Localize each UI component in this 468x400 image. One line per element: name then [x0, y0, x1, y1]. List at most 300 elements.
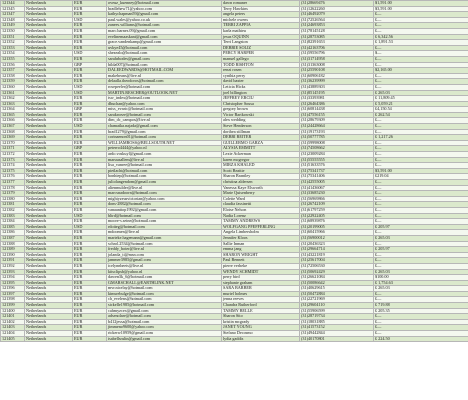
phone-cell[interactable]: (31)36239999	[300, 79, 374, 85]
phone-cell[interactable]: (31)75341737	[300, 168, 374, 174]
country-cell[interactable]: Netherlands	[25, 129, 73, 135]
name-cell[interactable]: cynthia perry	[222, 73, 300, 79]
id-cell[interactable]: 121395	[1, 280, 25, 286]
currency-cell[interactable]: EUR	[73, 185, 107, 191]
amount-cell[interactable]: £—	[374, 23, 468, 29]
country-cell[interactable]: Netherlands	[25, 230, 73, 236]
currency-cell[interactable]: GBP	[73, 107, 107, 113]
name-cell[interactable]: manuel gallego	[222, 56, 300, 62]
id-cell[interactable]: 121385	[1, 224, 25, 230]
phone-cell[interactable]: (31)33685230	[300, 191, 374, 197]
name-cell[interactable]: alex wedding	[222, 118, 300, 124]
name-cell[interactable]: joel billington	[222, 90, 300, 96]
email-cell[interactable]: ardo.voskuyl@gmail.com	[107, 152, 222, 158]
email-cell[interactable]: sarahrhodes@gmail.com	[107, 56, 222, 62]
email-cell[interactable]: bilda007@hotmail.com	[107, 62, 222, 68]
name-cell[interactable]: jesus OQUINN	[222, 34, 300, 40]
amount-cell[interactable]: £—	[374, 180, 468, 186]
name-cell[interactable]: dawn romaner	[222, 1, 300, 7]
name-cell[interactable]: karla mathieu	[222, 28, 300, 34]
id-cell[interactable]: 121383	[1, 213, 25, 219]
currency-cell[interactable]: EUR	[73, 286, 107, 292]
id-cell[interactable]: 121379	[1, 191, 25, 197]
id-cell[interactable]: 121369	[1, 135, 25, 141]
amount-cell[interactable]: £ 265.03	[374, 235, 468, 241]
id-cell[interactable]: 121405	[1, 336, 25, 342]
amount-cell[interactable]: $—	[374, 51, 468, 57]
currency-cell[interactable]: EUR	[73, 241, 107, 247]
id-cell[interactable]: 121378	[1, 185, 25, 191]
name-cell[interactable]: renzi rosen	[222, 68, 300, 74]
currency-cell[interactable]: EUR	[73, 96, 107, 102]
email-cell[interactable]: marieke.hagemann@gmail.com	[107, 235, 222, 241]
email-cell[interactable]: marcsnadoorn@hotmail.com	[107, 191, 222, 197]
id-cell[interactable]: 121377	[1, 180, 25, 186]
name-cell[interactable]: emma jang	[222, 247, 300, 253]
name-cell[interactable]: lydia gaddis	[222, 336, 300, 342]
country-cell[interactable]: Netherlands	[25, 219, 73, 225]
currency-cell[interactable]: EUR	[73, 6, 107, 12]
phone-cell[interactable]: (31)60814438	[300, 107, 374, 113]
email-cell[interactable]: sickelle1985@hotmail.com	[107, 303, 222, 309]
name-cell[interactable]: Scott Beattie	[222, 168, 300, 174]
currency-cell[interactable]: EUR	[73, 325, 107, 331]
currency-cell[interactable]: USD	[73, 213, 107, 219]
name-cell[interactable]: TODD RISHTON	[222, 62, 300, 68]
amount-cell[interactable]: £—	[374, 297, 468, 303]
currency-cell[interactable]: EUR	[73, 101, 107, 107]
id-cell[interactable]: 121403	[1, 325, 25, 331]
phone-cell[interactable]: (31)42555005	[300, 180, 374, 186]
amount-cell[interactable]: £—	[374, 118, 468, 124]
amount-cell[interactable]: £—	[374, 56, 468, 62]
currency-cell[interactable]: EUR	[73, 196, 107, 202]
country-cell[interactable]: Netherlands	[25, 314, 73, 320]
amount-cell[interactable]: £ 1,754.63	[374, 280, 468, 286]
id-cell[interactable]: 121359	[1, 79, 25, 85]
name-cell[interactable]: Nadia Lorenz	[222, 213, 300, 219]
country-cell[interactable]: Netherlands	[25, 247, 73, 253]
name-cell[interactable]: JANET YOUNG	[222, 325, 300, 331]
id-cell[interactable]: 121360	[1, 84, 25, 90]
email-cell[interactable]: isabellsrulin@gmail.com	[107, 336, 222, 342]
name-cell[interactable]: TERRI ZAPPIA	[222, 23, 300, 29]
amount-cell[interactable]: £—	[374, 62, 468, 68]
country-cell[interactable]: Netherlands	[25, 163, 73, 169]
phone-cell[interactable]: (31)20199005	[300, 224, 374, 230]
currency-cell[interactable]: EUR	[73, 303, 107, 309]
currency-cell[interactable]: EUR	[73, 112, 107, 118]
id-cell[interactable]: 121391	[1, 258, 25, 264]
email-cell[interactable]: bradlehew71@yahoo.com	[107, 6, 222, 12]
email-cell[interactable]: kathychapman59@gmail.com	[107, 12, 222, 18]
id-cell[interactable]: 121375	[1, 168, 25, 174]
id-cell[interactable]: 121386	[1, 230, 25, 236]
amount-cell[interactable]: £—	[374, 196, 468, 202]
currency-cell[interactable]: EUR	[73, 180, 107, 186]
email-cell[interactable]: mvr.nicelay@hotmail.com	[107, 286, 222, 292]
country-cell[interactable]: Netherlands	[25, 34, 73, 40]
id-cell[interactable]: 121376	[1, 174, 25, 180]
email-cell[interactable]: mightyzeusvictorian@yahoo.com	[107, 196, 222, 202]
phone-cell[interactable]: (31)40629615	[300, 286, 374, 292]
phone-cell[interactable]: (31)26742109	[300, 202, 374, 208]
name-cell[interactable]: Paul Bennett	[222, 258, 300, 264]
email-cell[interactable]: corinaenon01@hotmail.com	[107, 135, 222, 141]
phone-cell[interactable]: (31)23009284	[300, 152, 374, 158]
amount-cell[interactable]: £—	[374, 202, 468, 208]
currency-cell[interactable]: EUR	[73, 269, 107, 275]
phone-cell[interactable]: (31)68939876	[300, 219, 374, 225]
amount-cell[interactable]: £—	[374, 331, 468, 337]
id-cell[interactable]: 121371	[1, 146, 25, 152]
currency-cell[interactable]: EUR	[73, 263, 107, 269]
name-cell[interactable]: Victor Bartkowski	[222, 112, 300, 118]
name-cell[interactable]: kristin mcgrady	[222, 319, 300, 325]
id-cell[interactable]: 121380	[1, 196, 25, 202]
currency-cell[interactable]: GBP	[73, 146, 107, 152]
amount-cell[interactable]: £ 205.97	[374, 224, 468, 230]
id-cell[interactable]: 121358	[1, 73, 25, 79]
amount-cell[interactable]: £—	[374, 17, 468, 23]
amount-cell[interactable]: £—	[374, 73, 468, 79]
email-cell[interactable]: icelynnbeets@live.nl	[107, 263, 222, 269]
currency-cell[interactable]: USD	[73, 17, 107, 23]
name-cell[interactable]: Terry Hawkins	[222, 6, 300, 12]
currency-cell[interactable]: EUR	[73, 247, 107, 253]
id-cell[interactable]: 121368	[1, 129, 25, 135]
email-cell[interactable]: paul.wales@yahoo.co.uk	[107, 17, 222, 23]
amount-cell[interactable]: £—	[374, 252, 468, 258]
currency-cell[interactable]: EUR	[73, 275, 107, 281]
name-cell[interactable]: Eloise Nelson	[222, 207, 300, 213]
amount-cell[interactable]: £—	[374, 84, 468, 90]
name-cell[interactable]: WENDY SCHMIDT	[222, 269, 300, 275]
amount-cell[interactable]: £ 5,059.21	[374, 101, 468, 107]
name-cell[interactable]: PERCY HARPER	[222, 51, 300, 57]
country-cell[interactable]: Netherlands	[25, 56, 73, 62]
email-cell[interactable]: WILLIAMROSS@BELLSOUTH.NET	[107, 140, 222, 146]
name-cell[interactable]: Marie Quisenberry	[222, 191, 300, 197]
phone-cell[interactable]: (31)74508662	[300, 146, 374, 152]
email-cell[interactable]: moore-s.seine@hotmail.com	[107, 219, 222, 225]
currency-cell[interactable]: EUR	[73, 297, 107, 303]
id-cell[interactable]: 121372	[1, 152, 25, 158]
currency-cell[interactable]: EUR	[73, 252, 107, 258]
country-cell[interactable]: Netherlands	[25, 202, 73, 208]
id-cell[interactable]: 121363	[1, 101, 25, 107]
amount-cell[interactable]: £—	[374, 241, 468, 247]
country-cell[interactable]: Netherlands	[25, 286, 73, 292]
country-cell[interactable]: Netherlands	[25, 79, 73, 85]
phone-cell[interactable]: (31)56969866	[300, 196, 374, 202]
phone-cell[interactable]: (31)55555555	[300, 157, 374, 163]
country-cell[interactable]: Netherlands	[25, 263, 73, 269]
name-cell[interactable]: Leticia Hicks	[222, 84, 300, 90]
id-cell[interactable]: 121381	[1, 202, 25, 208]
amount-cell[interactable]: $3,591.00	[374, 6, 468, 12]
id-cell[interactable]: 121357	[1, 68, 25, 74]
country-cell[interactable]: Netherlands	[25, 135, 73, 141]
id-cell[interactable]: 121394	[1, 275, 25, 281]
amount-cell[interactable]: £ 11,809.45	[374, 96, 468, 102]
phone-cell[interactable]: (31)25590108	[300, 68, 374, 74]
currency-cell[interactable]: USD	[73, 51, 107, 57]
phone-cell[interactable]: (31)60906182	[300, 73, 374, 79]
email-cell[interactable]: sarakroeze@hotmail.com	[107, 112, 222, 118]
amount-cell[interactable]: £—	[374, 12, 468, 18]
phone-cell[interactable]: (31)59556796	[300, 51, 374, 57]
id-cell[interactable]: 121351	[1, 34, 25, 40]
currency-cell[interactable]: EUR	[73, 314, 107, 320]
phone-cell[interactable]: (31)19173193	[300, 129, 374, 135]
email-cell[interactable]: delaalla.theodoros@hotmail.com	[107, 79, 222, 85]
id-cell[interactable]: 121352	[1, 40, 25, 46]
email-cell[interactable]: marc.barnes.09@gmail.com	[107, 28, 222, 34]
name-cell[interactable]: TAMMY ANDREWS	[222, 219, 300, 225]
amount-cell[interactable]: £—	[374, 258, 468, 264]
country-cell[interactable]: Netherlands	[25, 196, 73, 202]
amount-cell[interactable]: $2,165.00	[374, 68, 468, 74]
phone-cell[interactable]: (31)25617004	[300, 258, 374, 264]
phone-cell[interactable]: (31)50472884	[300, 291, 374, 297]
name-cell[interactable]: stephanie graham	[222, 280, 300, 286]
amount-cell[interactable]: £—	[374, 219, 468, 225]
currency-cell[interactable]: EUR	[73, 163, 107, 169]
amount-cell[interactable]: £ 265.03	[374, 286, 468, 292]
currency-cell[interactable]: EUR	[73, 207, 107, 213]
phone-cell[interactable]: (31)49442844	[300, 331, 374, 337]
id-cell[interactable]: 121348	[1, 17, 25, 23]
name-cell[interactable]: Sharon Sito	[222, 314, 300, 320]
currency-cell[interactable]: EUR	[73, 157, 107, 163]
phone-cell[interactable]: (31)31363008	[300, 62, 374, 68]
name-cell[interactable]: GUILLERMO GARZA	[222, 140, 300, 146]
currency-cell[interactable]: USD	[73, 124, 107, 130]
country-cell[interactable]: Netherlands	[25, 73, 73, 79]
country-cell[interactable]: Netherlands	[25, 112, 73, 118]
id-cell[interactable]: 121387	[1, 235, 25, 241]
currency-cell[interactable]: EUR	[73, 219, 107, 225]
email-cell[interactable]: pietlacht@hotmail.com	[107, 168, 222, 174]
phone-cell[interactable]: (31)61797259	[300, 207, 374, 213]
table-row[interactable]	[1, 336, 468, 342]
amount-cell[interactable]: $3,591.00	[374, 168, 468, 174]
id-cell[interactable]: 121345	[1, 6, 25, 12]
id-cell[interactable]: 121347	[1, 12, 25, 18]
email-cell[interactable]: adsenolare@hotmail.com	[107, 314, 222, 320]
name-cell[interactable]: Sharon Brantley	[222, 174, 300, 180]
phone-cell[interactable]: (31)22721969	[300, 297, 374, 303]
amount-cell[interactable]: £—	[374, 146, 468, 152]
phone-cell[interactable]: (31)82391653	[300, 40, 374, 46]
amount-cell[interactable]: £—	[374, 45, 468, 51]
amount-cell[interactable]: £—	[374, 291, 468, 297]
phone-cell[interactable]: (31)29604110	[300, 303, 374, 309]
name-cell[interactable]: MIRZA KHALED	[222, 163, 300, 169]
id-cell[interactable]: 121402	[1, 319, 25, 325]
email-cell[interactable]: kimsrebulge@hotmail.com	[107, 291, 222, 297]
country-cell[interactable]: Netherlands	[25, 124, 73, 130]
amount-cell[interactable]: £—	[374, 140, 468, 146]
name-cell[interactable]: Chandra Rutherford	[222, 303, 300, 309]
phone-cell[interactable]: (31)72506530	[300, 263, 374, 269]
id-cell[interactable]: 121397	[1, 291, 25, 297]
currency-cell[interactable]: EUR	[73, 140, 107, 146]
country-cell[interactable]: Netherlands	[25, 68, 73, 74]
amount-cell[interactable]: £ 205.97	[374, 247, 468, 253]
name-cell[interactable]: jenna reeves	[222, 297, 300, 303]
amount-cell[interactable]: £—	[374, 163, 468, 169]
amount-cell[interactable]: £—	[374, 124, 468, 130]
id-cell[interactable]: 121400	[1, 308, 25, 314]
country-cell[interactable]: Netherlands	[25, 17, 73, 23]
country-cell[interactable]: Netherlands	[25, 6, 73, 12]
country-cell[interactable]: Netherlands	[25, 325, 73, 331]
phone-cell[interactable]: (31)18031885	[300, 319, 374, 325]
phone-cell[interactable]: (31)41436067	[300, 185, 374, 191]
country-cell[interactable]: Netherlands	[25, 140, 73, 146]
id-cell[interactable]: 121374	[1, 163, 25, 169]
phone-cell[interactable]: (31)78145128	[300, 28, 374, 34]
amount-cell[interactable]: £4,150.54	[374, 107, 468, 113]
currency-cell[interactable]: EUR	[73, 258, 107, 264]
phone-cell[interactable]: (31)47556155	[300, 112, 374, 118]
name-cell[interactable]: perry bird	[222, 275, 300, 281]
country-cell[interactable]: Netherlands	[25, 84, 73, 90]
id-cell[interactable]: 121393	[1, 269, 25, 275]
name-cell[interactable]: christina aldersen	[222, 180, 300, 186]
email-cell[interactable]: dbuchan@yahoo.com	[107, 101, 222, 107]
country-cell[interactable]: Netherlands	[25, 297, 73, 303]
email-cell[interactable]: DALEEDWARDS@HOTMAIL.COM	[107, 68, 222, 74]
phone-cell[interactable]: (31)59998008	[300, 140, 374, 146]
id-cell[interactable]: 121364	[1, 107, 25, 113]
amount-cell[interactable]: £—	[374, 28, 468, 34]
currency-cell[interactable]: EUR	[73, 191, 107, 197]
country-cell[interactable]: Netherlands	[25, 336, 73, 342]
currency-cell[interactable]: EUR	[73, 174, 107, 180]
name-cell[interactable]: Christopher Sousa	[222, 101, 300, 107]
currency-cell[interactable]: EUR	[73, 28, 107, 34]
name-cell[interactable]: muriel holmes	[222, 291, 300, 297]
id-cell[interactable]: 121366	[1, 118, 25, 124]
phone-cell[interactable]: (31)75341406	[300, 174, 374, 180]
country-cell[interactable]: Netherlands	[25, 241, 73, 247]
id-cell[interactable]: 121392	[1, 263, 25, 269]
currency-cell[interactable]: EUR	[73, 40, 107, 46]
amount-cell[interactable]: $100.00	[374, 275, 468, 281]
currency-cell[interactable]: EUR	[73, 79, 107, 85]
amount-cell[interactable]: £—	[374, 325, 468, 331]
id-cell[interactable]: 121354	[1, 51, 25, 57]
name-cell[interactable]: karen mcgregor	[222, 157, 300, 163]
email-cell[interactable]: miss_evaric@hotmail.com	[107, 107, 222, 113]
email-cell[interactable]: rdoiteg@hotmail.com	[107, 224, 222, 230]
country-cell[interactable]: Netherlands	[25, 157, 73, 163]
email-cell[interactable]: kitsclipsb@yahoo.nl	[107, 269, 222, 275]
country-cell[interactable]: Netherlands	[25, 23, 73, 29]
phone-cell[interactable]: (31)41573152	[300, 325, 374, 331]
phone-cell[interactable]: (31)43221819	[300, 252, 374, 258]
phone-cell[interactable]: (31)51633576	[300, 163, 374, 169]
name-cell[interactable]: Terri Langston	[222, 40, 300, 46]
name-cell[interactable]: pierre verheke	[222, 263, 300, 269]
email-cell[interactable]: uvkye45@hotmail.com	[107, 45, 222, 51]
phone-cell[interactable]: (31)72526564	[300, 17, 374, 23]
country-cell[interactable]: Netherlands	[25, 191, 73, 197]
currency-cell[interactable]: EUR	[73, 308, 107, 314]
phone-cell[interactable]: (31)60415966	[300, 230, 374, 236]
email-cell[interactable]: dawen3k_6@hotmail.com	[107, 275, 222, 281]
email-cell[interactable]: makebeans@live.nl	[107, 73, 222, 79]
currency-cell[interactable]: GBP	[73, 62, 107, 68]
currency-cell[interactable]: EUR	[73, 336, 107, 342]
currency-cell[interactable]: EUR	[73, 34, 107, 40]
email-cell[interactable]: bltrd@hotmail.com	[107, 213, 222, 219]
email-cell[interactable]: jolanda_tt@msn.com	[107, 252, 222, 258]
email-cell[interactable]: schrol.2534@hotmail.com	[107, 241, 222, 247]
phone-cell[interactable]: (31)28719734	[300, 314, 374, 320]
name-cell[interactable]: TAMMY BELLE	[222, 308, 300, 314]
amount-cell[interactable]: £—	[374, 152, 468, 158]
country-cell[interactable]: Netherlands	[25, 12, 73, 18]
amount-cell[interactable]: £219.04	[374, 174, 468, 180]
country-cell[interactable]: Netherlands	[25, 224, 73, 230]
country-cell[interactable]: Netherlands	[25, 235, 73, 241]
country-cell[interactable]: Netherlands	[25, 174, 73, 180]
id-cell[interactable]: 121349	[1, 23, 25, 29]
amount-cell[interactable]: £—	[374, 207, 468, 213]
country-cell[interactable]: Netherlands	[25, 101, 73, 107]
country-cell[interactable]: Netherlands	[25, 45, 73, 51]
country-cell[interactable]: Netherlands	[25, 90, 73, 96]
email-cell[interactable]: zanees.williams@hotmail.com	[107, 23, 222, 29]
id-cell[interactable]: 121362	[1, 96, 25, 102]
currency-cell[interactable]: USD	[73, 84, 107, 90]
email-cell[interactable]: dim_dc_campos@live.nl	[107, 118, 222, 124]
country-cell[interactable]: Netherlands	[25, 107, 73, 113]
name-cell[interactable]: angela peters	[222, 12, 300, 18]
phone-cell[interactable]: (31)28669476	[300, 1, 374, 7]
phone-cell[interactable]: (31)46492079	[300, 12, 374, 18]
country-cell[interactable]: Netherlands	[25, 152, 73, 158]
id-cell[interactable]: 121356	[1, 62, 25, 68]
id-cell[interactable]: 121388	[1, 241, 25, 247]
name-cell[interactable]: claudia fassinetti	[222, 202, 300, 208]
email-cell[interactable]: jammer3985@gmail.com	[107, 258, 222, 264]
currency-cell[interactable]: EUR	[73, 56, 107, 62]
country-cell[interactable]: Netherlands	[25, 118, 73, 124]
name-cell[interactable]: DEBBI REITER	[222, 135, 300, 141]
currency-cell[interactable]: USD	[73, 224, 107, 230]
country-cell[interactable]: Netherlands	[25, 275, 73, 281]
amount-cell[interactable]: £—	[374, 191, 468, 197]
id-cell[interactable]: 121361	[1, 90, 25, 96]
email-cell[interactable]: juliolangendom@gmail.com	[107, 180, 222, 186]
phone-cell[interactable]: (31)29664714	[300, 247, 374, 253]
currency-cell[interactable]: EUR	[73, 135, 107, 141]
amount-cell[interactable]: £—	[374, 314, 468, 320]
email-cell[interactable]: alienmulder@live.nl	[107, 185, 222, 191]
phone-cell[interactable]: (31)50777785	[300, 135, 374, 141]
phone-cell[interactable]: (31)31714958	[300, 56, 374, 62]
phone-cell[interactable]: (31)28679309	[300, 118, 374, 124]
id-cell[interactable]: 121355	[1, 56, 25, 62]
country-cell[interactable]: Netherlands	[25, 303, 73, 309]
country-cell[interactable]: Netherlands	[25, 280, 73, 286]
id-cell[interactable]: 121384	[1, 219, 25, 225]
